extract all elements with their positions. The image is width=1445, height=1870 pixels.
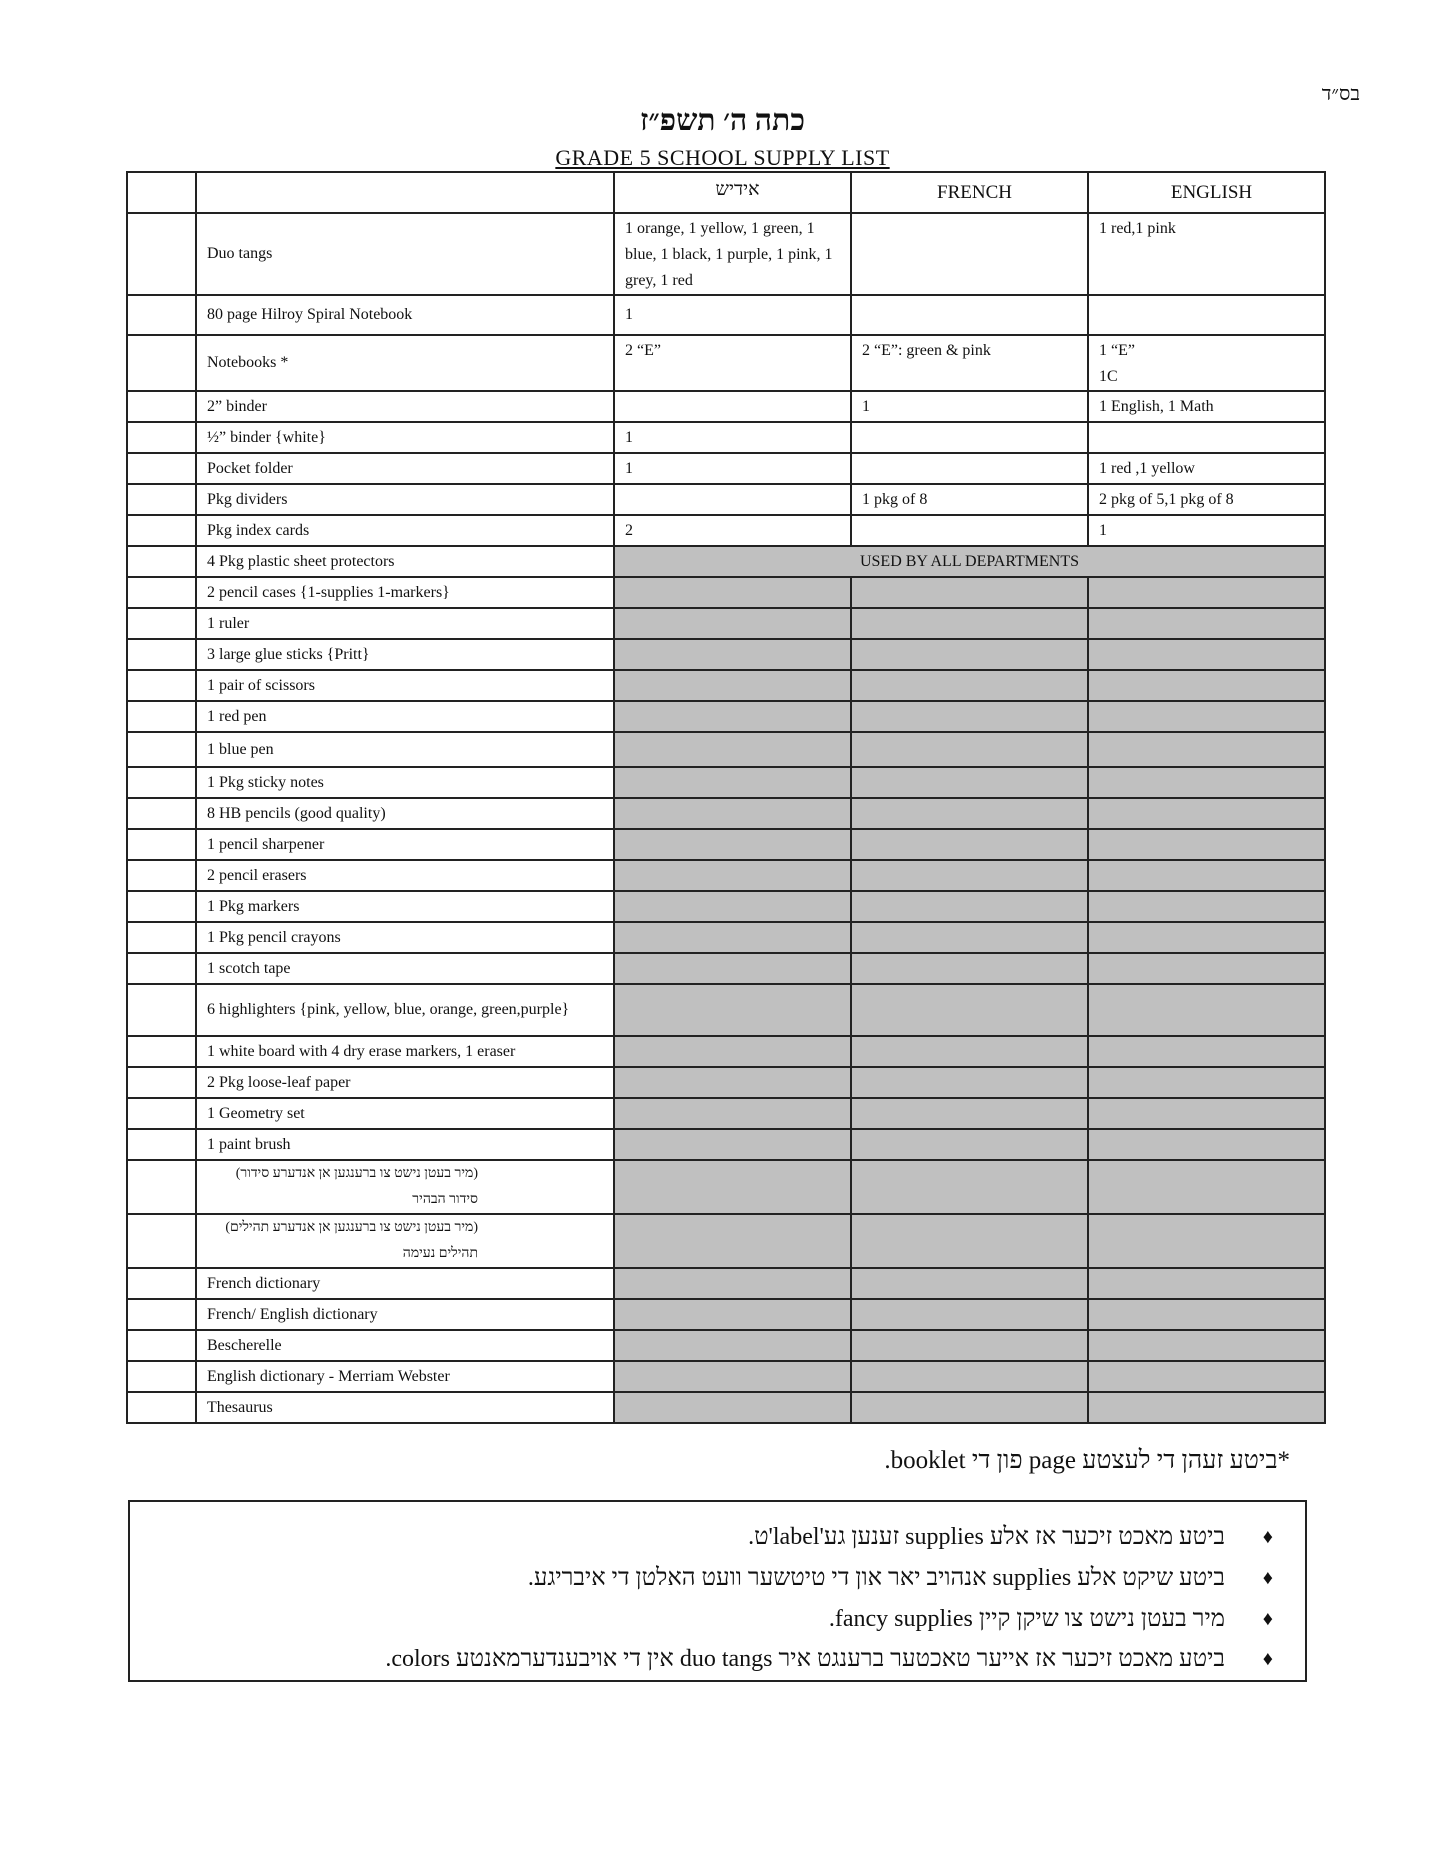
item-cell: Pkg dividers [196, 484, 614, 515]
shaded-cell [614, 860, 851, 891]
shaded-cell [851, 1098, 1088, 1129]
shaded-cell [851, 670, 1088, 701]
shaded-cell [1088, 1129, 1325, 1160]
item-cell: Duo tangs [196, 213, 614, 295]
table-row [127, 1067, 1325, 1098]
instructions-box [128, 1500, 1307, 1682]
instruction-item: ♦ מיר בעטן נישט צו שיקן קיין fancy supplies. [828, 1606, 1273, 1632]
supply-table [126, 171, 1326, 1424]
shaded-cell [614, 1361, 851, 1392]
page-title: GRADE 5 SCHOOL SUPPLY LIST [555, 145, 890, 170]
bsd-mark: בס״ד [1321, 83, 1360, 105]
table-row [127, 1098, 1325, 1129]
shaded-cell [1088, 1098, 1325, 1129]
english-cell: 2 pkg of 5,1 pkg of 8 [1088, 484, 1325, 515]
item-cell: 1 red pen [196, 701, 614, 732]
shaded-cell [614, 1214, 851, 1268]
table-row [127, 670, 1325, 701]
yiddish-cell: 1 orange, 1 yellow, 1 green, 1 blue, 1 black, 1 purple, 1 pink, 1 grey, 1 red [614, 213, 851, 295]
shaded-cell [1088, 1361, 1325, 1392]
shaded-cell [851, 953, 1088, 984]
item-cell: 1 blue pen [196, 732, 614, 767]
shaded-cell [851, 891, 1088, 922]
shaded-cell [614, 1160, 851, 1214]
table-row [127, 453, 1325, 484]
row-number-cell [127, 860, 196, 891]
used-by-all-cell: USED BY ALL DEPARTMENTS [614, 546, 1325, 577]
row-number-cell [127, 213, 196, 295]
shaded-cell [614, 1392, 851, 1423]
item-label: (מיר בעטן נישט צו ברענגען אן אנדערע סידור) סידור הבהיר [235, 1166, 478, 1207]
shaded-cell [851, 1299, 1088, 1330]
shaded-cell [1088, 829, 1325, 860]
shaded-cell [1088, 1067, 1325, 1098]
instruction-item: ♦ ביטע מאכט זיכער אז אייער טאכטער ברענגט איר duo tangs אין די אויבענדערמאנטע colors. [385, 1646, 1273, 1672]
yiddish-cell [614, 391, 851, 422]
item-cell: Pkg index cards [196, 515, 614, 546]
item-cell: 1 white board with 4 dry erase markers, 1 eraser [196, 1036, 614, 1067]
english-cell [1088, 422, 1325, 453]
row-number-cell [127, 391, 196, 422]
row-number-cell [127, 953, 196, 984]
table-row [127, 767, 1325, 798]
item-cell: 1 scotch tape [196, 953, 614, 984]
english-cell [1088, 335, 1325, 391]
item-cell: Notebooks * [196, 335, 614, 391]
item-cell: 2 pencil cases {1-supplies 1-markers} [196, 577, 614, 608]
diamond-bullet-icon: ♦ [1262, 1567, 1273, 1589]
shaded-cell [1088, 732, 1325, 767]
item-cell: 1 Geometry set [196, 1098, 614, 1129]
table-row [127, 546, 1325, 577]
table-row [127, 1036, 1325, 1067]
row-number-cell [127, 1098, 196, 1129]
item-cell: 1 Pkg pencil crayons [196, 922, 614, 953]
yiddish-cell [614, 484, 851, 515]
french-cell: 2 “E”: green & pink [851, 335, 1088, 391]
table-row [127, 1214, 1325, 1268]
shaded-cell [851, 798, 1088, 829]
table-row [127, 1361, 1325, 1392]
shaded-cell [851, 1268, 1088, 1299]
item-cell: 1 pencil sharpener [196, 829, 614, 860]
shaded-cell [1088, 891, 1325, 922]
row-number-cell [127, 701, 196, 732]
shaded-cell [614, 829, 851, 860]
row-number-cell [127, 577, 196, 608]
row-number-cell [127, 1268, 196, 1299]
hebrew-title: כתה ה׳ תשפ״ז [639, 104, 805, 137]
row-number-cell [127, 1036, 196, 1067]
row-number-cell [127, 484, 196, 515]
item-cell: Pocket folder [196, 453, 614, 484]
shaded-cell [1088, 608, 1325, 639]
row-number-cell [127, 1160, 196, 1214]
french-cell: 1 pkg of 8 [851, 484, 1088, 515]
column-header-french: FRENCH [851, 172, 1088, 213]
table-row [127, 984, 1325, 1036]
diamond-bullet-icon: ♦ [1262, 1526, 1273, 1548]
table-row [127, 922, 1325, 953]
shaded-cell [614, 1330, 851, 1361]
column-header-yiddish: אידיש [614, 172, 851, 213]
shaded-cell [1088, 1160, 1325, 1214]
yiddish-cell: 2 [614, 515, 851, 546]
shaded-cell [614, 1299, 851, 1330]
english-cell: 1 red,1 pink [1088, 213, 1325, 295]
row-number-cell [127, 422, 196, 453]
shaded-cell [1088, 1036, 1325, 1067]
row-number-cell [127, 608, 196, 639]
shaded-cell [614, 608, 851, 639]
row-number-cell [127, 335, 196, 391]
french-cell: 1 [851, 391, 1088, 422]
table-row [127, 422, 1325, 453]
shaded-cell [851, 1129, 1088, 1160]
shaded-cell [614, 767, 851, 798]
item-cell: French dictionary [196, 1268, 614, 1299]
shaded-cell [1088, 984, 1325, 1036]
table-row [127, 577, 1325, 608]
row-number-cell [127, 732, 196, 767]
row-number-cell [127, 891, 196, 922]
english-line: 1C [1099, 368, 1118, 385]
row-number-cell [127, 922, 196, 953]
yiddish-cell: 1 [614, 422, 851, 453]
french-cell [851, 213, 1088, 295]
english-cell: 1 English, 1 Math [1088, 391, 1325, 422]
item-cell: 1 ruler [196, 608, 614, 639]
shaded-cell [851, 922, 1088, 953]
table-row [127, 335, 1325, 391]
shaded-cell [1088, 1299, 1325, 1330]
item-cell: 2” binder [196, 391, 614, 422]
item-label: (מיר בעטן נישט צו ברענגען אן אנדערע תהילים) תהילים נעימה [225, 1220, 478, 1261]
table-row [127, 608, 1325, 639]
shaded-cell [851, 732, 1088, 767]
table-row [127, 1299, 1325, 1330]
english-cell: 1 [1088, 515, 1325, 546]
table-row [127, 515, 1325, 546]
row-number-cell [127, 1214, 196, 1268]
shaded-cell [851, 860, 1088, 891]
french-cell [851, 295, 1088, 335]
shaded-cell [851, 1214, 1088, 1268]
row-number-cell [127, 1392, 196, 1423]
table-row [127, 798, 1325, 829]
french-cell [851, 453, 1088, 484]
shaded-cell [614, 1268, 851, 1299]
item-cell: 3 large glue sticks {Pritt} [196, 639, 614, 670]
table-row [127, 213, 1325, 295]
instruction-item: ♦ ביטע שיקט אלע supplies אנהויב יאר און די טיטשער וועט האלטן די איבריגע. [527, 1565, 1273, 1591]
item-cell: 1 paint brush [196, 1129, 614, 1160]
row-number-cell [127, 1299, 196, 1330]
shaded-cell [1088, 860, 1325, 891]
shaded-cell [614, 1067, 851, 1098]
shaded-cell [614, 891, 851, 922]
shaded-cell [851, 1036, 1088, 1067]
shaded-cell [614, 701, 851, 732]
diamond-bullet-icon: ♦ [1262, 1648, 1273, 1670]
table-row [127, 953, 1325, 984]
shaded-cell [1088, 953, 1325, 984]
french-cell [851, 422, 1088, 453]
shaded-cell [1088, 670, 1325, 701]
table-row [127, 1268, 1325, 1299]
shaded-cell [851, 1392, 1088, 1423]
column-header-english: ENGLISH [1088, 172, 1325, 213]
row-number-cell [127, 1067, 196, 1098]
item-cell: 8 HB pencils (good quality) [196, 798, 614, 829]
instruction-item: ♦ ביטע מאכט זיכער אז אלע supplies זענען גע'label'ט. [748, 1524, 1273, 1550]
shaded-cell [1088, 1330, 1325, 1361]
diamond-bullet-icon: ♦ [1262, 1608, 1273, 1630]
table-row [127, 1129, 1325, 1160]
shaded-cell [1088, 1268, 1325, 1299]
row-number-cell [127, 798, 196, 829]
item-cell: 4 Pkg plastic sheet protectors [196, 546, 614, 577]
booklet-note: *ביטע זעהן די לעצטע page פון די booklet. [884, 1447, 1290, 1474]
item-cell: ½” binder {white} [196, 422, 614, 453]
shaded-cell [614, 1129, 851, 1160]
english-cell: 1 red ,1 yellow [1088, 453, 1325, 484]
row-number-cell [127, 670, 196, 701]
table-row [127, 860, 1325, 891]
item-cell: 1 Pkg sticky notes [196, 767, 614, 798]
table-row [127, 732, 1325, 767]
shaded-cell [851, 1160, 1088, 1214]
row-number-cell [127, 515, 196, 546]
item-cell: 2 pencil erasers [196, 860, 614, 891]
table-row [127, 391, 1325, 422]
shaded-cell [1088, 1214, 1325, 1268]
row-number-cell [127, 829, 196, 860]
shaded-cell [1088, 577, 1325, 608]
shaded-cell [1088, 639, 1325, 670]
shaded-cell [851, 829, 1088, 860]
row-number-cell [127, 546, 196, 577]
shaded-cell [851, 1067, 1088, 1098]
yiddish-cell: 1 [614, 295, 851, 335]
shaded-cell [851, 1330, 1088, 1361]
table-header-row [127, 172, 1325, 213]
row-number-cell [127, 295, 196, 335]
shaded-cell [1088, 798, 1325, 829]
table-row [127, 1392, 1325, 1423]
table-row [127, 701, 1325, 732]
item-cell [196, 1214, 614, 1268]
item-cell: 1 Pkg markers [196, 891, 614, 922]
shaded-cell [851, 608, 1088, 639]
row-number-cell [127, 1129, 196, 1160]
shaded-cell [614, 798, 851, 829]
item-cell: 1 pair of scissors [196, 670, 614, 701]
item-cell: Thesaurus [196, 1392, 614, 1423]
item-cell [196, 1160, 614, 1214]
shaded-cell [1088, 1392, 1325, 1423]
shaded-cell [851, 767, 1088, 798]
table-row [127, 639, 1325, 670]
french-cell [851, 515, 1088, 546]
row-number-cell [127, 1330, 196, 1361]
shaded-cell [614, 577, 851, 608]
shaded-cell [1088, 767, 1325, 798]
item-cell: 6 highlighters {pink, yellow, blue, orange, green,purple} [196, 984, 614, 1036]
row-number-cell [127, 453, 196, 484]
english-cell [1088, 295, 1325, 335]
item-cell: Bescherelle [196, 1330, 614, 1361]
item-cell: English dictionary - Merriam Webster [196, 1361, 614, 1392]
shaded-cell [851, 984, 1088, 1036]
shaded-cell [614, 639, 851, 670]
shaded-cell [614, 1098, 851, 1129]
row-number-cell [127, 1361, 196, 1392]
shaded-cell [614, 670, 851, 701]
table-row [127, 1330, 1325, 1361]
table-row [127, 829, 1325, 860]
shaded-cell [614, 953, 851, 984]
table-row [127, 484, 1325, 515]
shaded-cell [851, 577, 1088, 608]
shaded-cell [851, 639, 1088, 670]
table-row [127, 295, 1325, 335]
table-row [127, 1160, 1325, 1214]
row-number-cell [127, 639, 196, 670]
item-cell: 80 page Hilroy Spiral Notebook [196, 295, 614, 335]
shaded-cell [614, 732, 851, 767]
yiddish-cell: 1 [614, 453, 851, 484]
row-number-cell [127, 767, 196, 798]
english-line: 1 “E” [1099, 342, 1135, 359]
shaded-cell [614, 984, 851, 1036]
shaded-cell [614, 922, 851, 953]
row-number-cell [127, 984, 196, 1036]
item-cell: 2 Pkg loose-leaf paper [196, 1067, 614, 1098]
shaded-cell [614, 1036, 851, 1067]
table-row [127, 891, 1325, 922]
shaded-cell [1088, 922, 1325, 953]
shaded-cell [851, 701, 1088, 732]
shaded-cell [851, 1361, 1088, 1392]
shaded-cell [1088, 701, 1325, 732]
item-cell: French/ English dictionary [196, 1299, 614, 1330]
yiddish-cell: 2 “E” [614, 335, 851, 391]
